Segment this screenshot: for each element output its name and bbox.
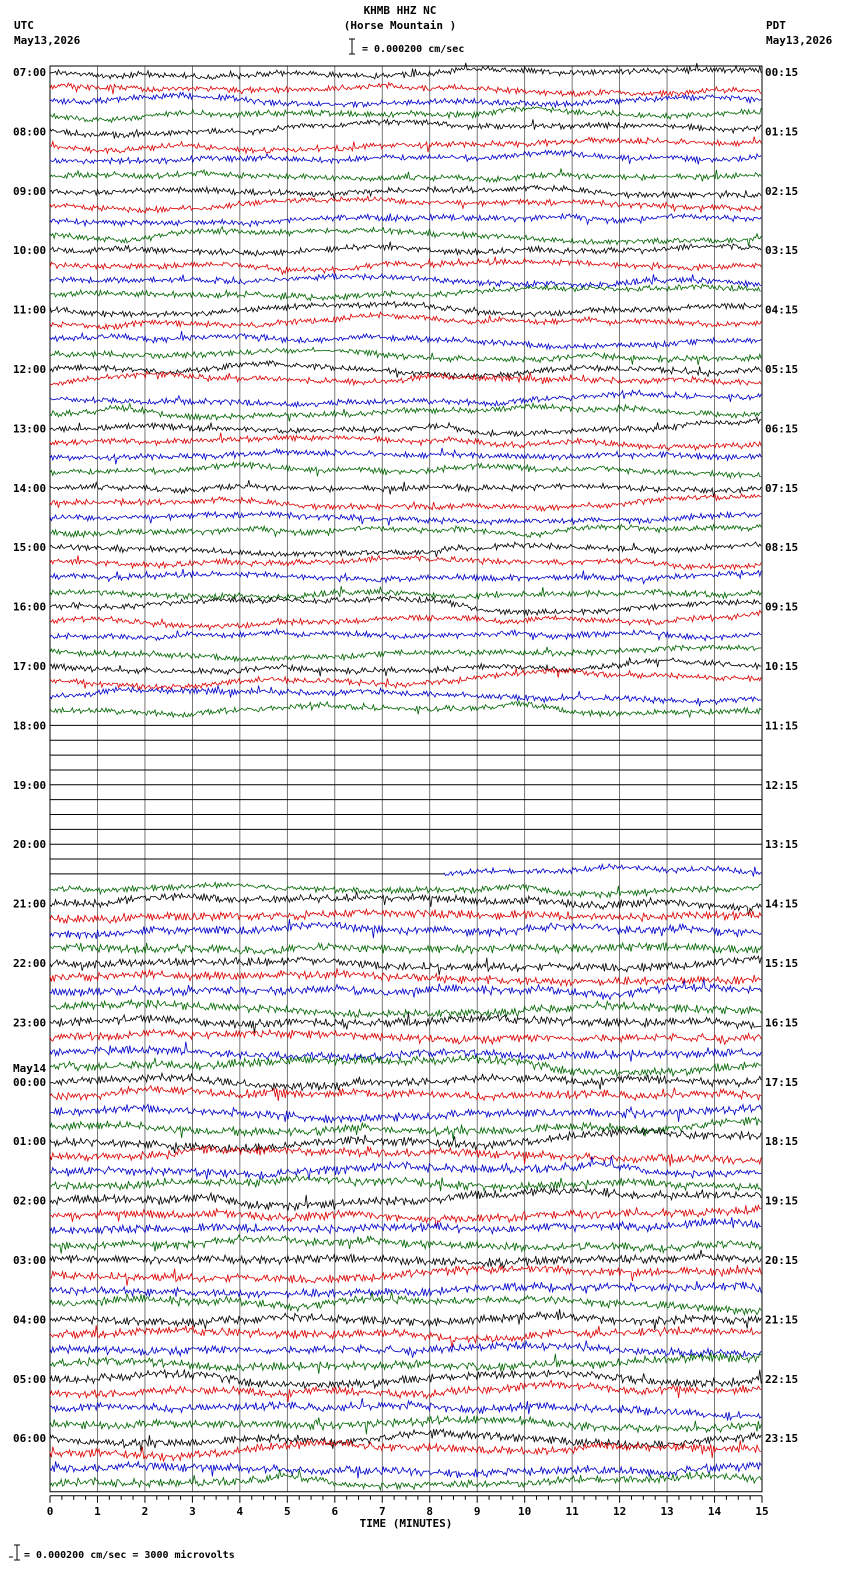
seismic-trace — [50, 512, 761, 526]
x-tick-label: 14 — [707, 1504, 722, 1518]
pdt-hour-label: 17:15 — [765, 1075, 799, 1089]
seismic-trace — [50, 1104, 761, 1123]
utc-hour-label: 11:00 — [13, 303, 47, 317]
seismic-trace — [50, 302, 761, 318]
seismic-trace — [50, 227, 761, 246]
x-tick-label: 13 — [660, 1504, 674, 1518]
seismic-trace — [50, 610, 761, 629]
seismic-trace — [50, 137, 761, 154]
utc-hour-label: 10:00 — [13, 244, 47, 258]
seismic-trace — [50, 242, 761, 256]
utc-hour-label: 09:00 — [13, 184, 47, 198]
seismic-trace — [50, 685, 761, 706]
seismic-trace — [50, 480, 761, 496]
right-date: May13,2026 — [766, 34, 833, 47]
seismic-trace — [50, 1000, 761, 1018]
pdt-hour-label: 03:15 — [765, 244, 799, 258]
seismic-trace — [50, 645, 761, 661]
x-tick-label: 7 — [378, 1504, 386, 1518]
x-tick-label: 10 — [518, 1504, 532, 1518]
seismic-trace — [50, 701, 761, 717]
x-tick-label: 12 — [612, 1504, 627, 1518]
seismic-trace — [50, 1056, 761, 1077]
seismic-trace — [50, 1042, 761, 1062]
seismic-trace — [50, 1265, 761, 1286]
seismic-trace — [50, 494, 761, 511]
seismic-trace — [444, 864, 762, 877]
seismic-trace — [50, 1176, 761, 1193]
x-tick-label: 15 — [755, 1504, 769, 1518]
x-axis-label: TIME (MINUTES) — [359, 1516, 453, 1530]
pdt-hour-label: 11:15 — [765, 719, 799, 733]
utc-hour-label: 22:00 — [13, 957, 47, 970]
seismic-trace — [50, 1398, 761, 1420]
seismic-trace — [50, 462, 761, 478]
seismic-trace — [50, 1117, 761, 1139]
footer-scale-icon — [8, 1544, 22, 1562]
pdt-hour-label: 12:15 — [765, 778, 799, 792]
pdt-hour-label: 19:15 — [765, 1194, 799, 1208]
seismic-trace — [50, 433, 761, 451]
utc-hour-label: 14:00 — [13, 481, 47, 495]
seismic-trace — [50, 909, 761, 923]
seismic-trace — [50, 92, 761, 107]
seismic-trace — [50, 107, 761, 123]
pdt-hour-label: 02:15 — [765, 184, 799, 198]
seismic-trace — [50, 63, 761, 80]
pdt-hour-label: 04:15 — [765, 303, 799, 317]
station-location: (Horse Mountain ) — [343, 19, 457, 32]
seismic-trace — [50, 882, 761, 898]
utc-hour-label: 16:00 — [13, 600, 47, 614]
seismic-trace — [50, 668, 761, 690]
x-tick-label: 11 — [565, 1504, 579, 1518]
pdt-hour-label: 06:15 — [765, 422, 799, 436]
seismic-trace — [50, 214, 761, 227]
seismic-trace — [50, 586, 761, 600]
x-tick-label: 0 — [46, 1504, 54, 1518]
seismic-trace — [50, 1235, 761, 1254]
seismic-trace — [50, 196, 761, 213]
seismic-trace — [50, 372, 761, 386]
x-tick-label: 5 — [284, 1504, 291, 1518]
utc-hour-label: 07:00 — [13, 66, 47, 79]
seismic-trace — [50, 1292, 761, 1315]
seismic-trace — [50, 943, 761, 954]
pdt-hour-label: 21:15 — [765, 1313, 799, 1327]
seismic-trace — [50, 1013, 761, 1033]
seismic-trace — [50, 596, 761, 616]
seismic-trace — [50, 1073, 761, 1090]
pdt-hour-label: 20:15 — [765, 1254, 799, 1267]
right-timezone: PDT — [766, 19, 786, 32]
seismic-trace — [50, 555, 761, 569]
seismic-trace — [50, 1205, 761, 1228]
left-date: May13,2026 — [14, 34, 81, 47]
utc-hour-label: 13:00 — [13, 422, 47, 436]
footer-scale-note: = 0.000200 cm/sec = 3000 microvolts — [24, 1550, 235, 1561]
seismic-trace — [50, 1086, 761, 1101]
seismic-trace — [50, 1217, 761, 1234]
pdt-hour-label: 10:15 — [765, 660, 799, 673]
x-tick-label: 8 — [426, 1504, 434, 1518]
seismic-trace — [50, 629, 761, 641]
seismic-trace — [50, 1146, 761, 1167]
pdt-hour-label: 05:15 — [765, 363, 799, 376]
pdt-hour-label: 13:15 — [765, 838, 799, 852]
seismic-trace — [50, 1416, 761, 1434]
pdt-hour-label: 15:15 — [765, 957, 799, 970]
x-tick-label: 9 — [473, 1504, 481, 1518]
seismic-trace — [50, 1352, 761, 1373]
seismic-trace — [50, 403, 761, 421]
seismic-trace — [50, 1029, 761, 1044]
utc-hour-label: 23:00 — [13, 1016, 47, 1030]
pdt-hour-label: 01:15 — [765, 125, 799, 139]
utc-hour-label: 17:00 — [13, 660, 47, 673]
scale-label: = 0.000200 cm/sec — [362, 44, 465, 55]
x-tick-label: 1 — [94, 1504, 101, 1518]
seismic-trace — [50, 1156, 761, 1180]
utc-hour-label: 19:00 — [13, 778, 47, 792]
x-tick-label: 2 — [141, 1504, 149, 1518]
utc-hour-label: 06:00 — [13, 1432, 47, 1446]
utc-hour-label: 15:00 — [13, 541, 47, 555]
seismic-trace — [50, 569, 761, 584]
pdt-hour-label: 08:15 — [765, 541, 799, 555]
seismic-trace — [50, 919, 761, 939]
seismic-trace — [50, 186, 761, 200]
seismic-trace — [50, 274, 761, 288]
seismic-trace — [50, 1341, 761, 1358]
seismic-trace — [50, 150, 761, 164]
pdt-hour-label: 14:15 — [765, 897, 799, 911]
seismic-trace — [50, 448, 761, 464]
utc-hour-label: 03:00 — [13, 1254, 47, 1267]
seismic-trace — [50, 1250, 761, 1268]
utc-hour-label: 01:00 — [13, 1135, 47, 1149]
x-tick-label: 6 — [331, 1504, 339, 1518]
seismic-trace — [50, 1188, 761, 1211]
utc-hour-label: 08:00 — [13, 125, 47, 139]
seismic-trace — [50, 257, 761, 275]
seismic-trace — [50, 542, 761, 557]
seismic-trace — [50, 1128, 761, 1153]
utc-hour-label: 21:00 — [13, 897, 47, 911]
pdt-hour-label: 16:15 — [765, 1016, 799, 1030]
pdt-hour-label: 07:15 — [765, 481, 799, 495]
seismic-trace — [50, 417, 761, 436]
seismic-trace — [50, 1309, 761, 1330]
seismic-trace — [50, 1429, 761, 1452]
pdt-hour-label: 09:15 — [765, 600, 799, 614]
pdt-hour-label: 23:15 — [765, 1432, 799, 1446]
utc-hour-label: 04:00 — [13, 1313, 47, 1327]
utc-hour-label: 12:00 — [13, 363, 47, 376]
seismic-trace — [50, 525, 761, 538]
utc-hour-label: 18:00 — [13, 719, 47, 733]
seismic-trace — [50, 347, 761, 365]
left-timezone: UTC — [14, 19, 34, 32]
pdt-hour-label: 22:15 — [765, 1372, 799, 1386]
x-tick-label: 3 — [189, 1504, 196, 1518]
utc-hour-label: 05:00 — [13, 1372, 47, 1386]
utc-hour-label: 00:00 — [13, 1075, 47, 1089]
seismic-trace — [50, 956, 761, 975]
seismic-trace — [50, 119, 761, 138]
seismic-trace — [50, 1461, 761, 1478]
utc-hour-label: 20:00 — [13, 838, 47, 852]
pdt-hour-label: 00:15 — [765, 66, 799, 79]
pdt-hour-label: 18:15 — [765, 1135, 799, 1149]
seismic-trace — [50, 169, 761, 182]
seismic-trace — [50, 1369, 761, 1388]
utc-hour-label: 02:00 — [13, 1194, 47, 1208]
seismic-trace — [50, 968, 761, 986]
seismic-trace — [50, 390, 761, 407]
x-tick-label: 4 — [236, 1504, 244, 1518]
seismic-trace — [50, 284, 761, 300]
date-change-label: May14 — [13, 1061, 47, 1075]
seismic-trace — [50, 331, 761, 349]
station-title: KHMB HHZ NC — [363, 4, 437, 17]
